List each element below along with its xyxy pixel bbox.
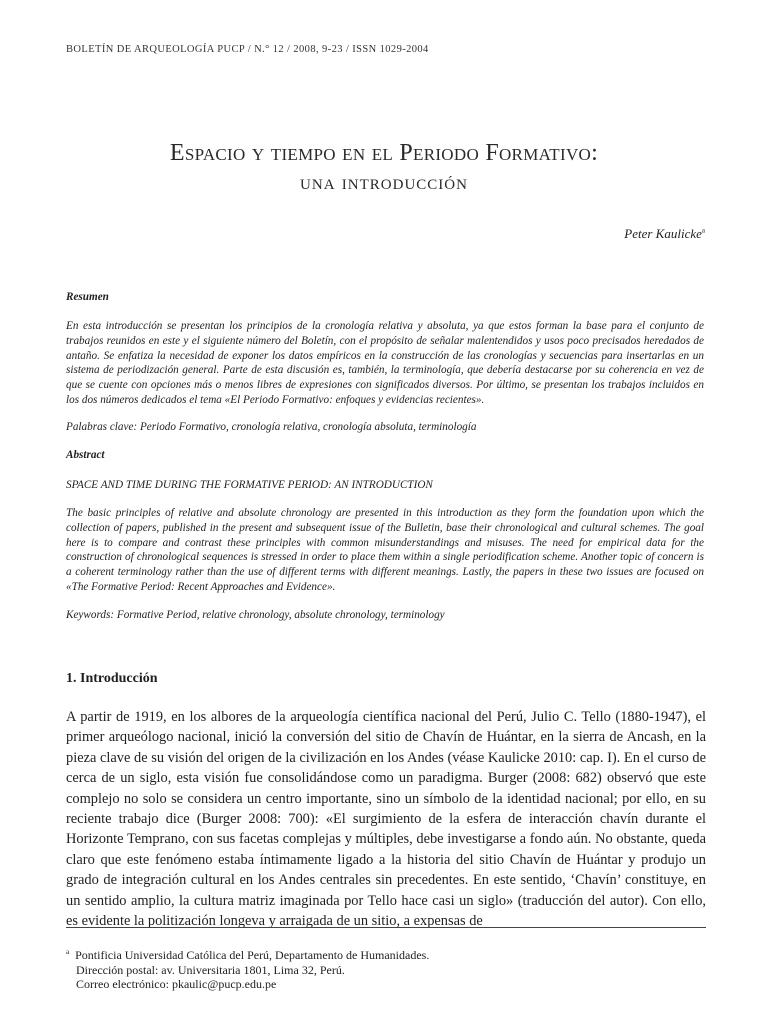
- footnote-address: Dirección postal: av. Universitaria 1801, Lima 32, Perú.: [76, 962, 345, 977]
- resumen-keywords: Palabras clave: Periodo Formativo, cronología relativa, cronología absoluta, terminología: [66, 421, 477, 433]
- abstract-keywords: Keywords: Formative Period, relative chronology, absolute chronology, terminology: [66, 609, 445, 621]
- author-name: Peter Kaulicke: [624, 226, 702, 241]
- footnote-mark: a: [66, 948, 70, 956]
- footnote: [66, 945, 429, 992]
- resumen-heading: Resumen: [66, 291, 109, 303]
- body-paragraph: A partir de 1919, en los albores de la arqueología científica nacional del Perú, Julio C. Tello (1880-1947), el primer arqueólogo nacional, inició la conversión del sitio de Chavín de Huántar, en la sierra de Ancash, en la pieza clave de su visión del origen de la civilización en los Andes (véase Kaulicke 2010: cap. I). En el curso de cerca de un siglo, esta visión fue consolidándose como un paradigma. Burger (2008: 682) observó que este complejo no solo se considera un centro importante, sino un símbolo de la identidad nacional; por ello, en su reciente trabajo dice (Burger 2008: 700): «El surgimiento de la esfera de interacción chavín durante el Horizonte Temprano, con sus facetas complejas y múltiples, debe investigarse a fondo aún. No obstante, queda claro que este fenómeno estaba íntimamente ligado a la historia del sitio Chavín de Huántar y produjo un grado de integración cultural en los Andes centrales sin precedentes. En este sentido, ‘Chavín’ constituye, en un sentido amplio, la cultura matriz imaginada por Tello hace casi un siglo» (traducción del autor). Con ello, es evidente la politización longeva y arraigada de un sitio, a expensas de: [66, 709, 706, 930]
- resumen-text: En esta introducción se presentan los principios de la cronología relativa y absoluta, ya que estos forman la base para el conjunto de trabajos reunidos en este y el siguiente número del Boletín, con el propósito de señalar malentendidos y usos poco precisados heredados de antaño. Se enfatiza la necesidad de exponer los datos empíricos en la construcción de las cronologías y secuencias para insertarlas en un sistema de periodización general. Parte de esta discusión es, también, la terminología, que debería destacarse por su coherencia en vez de que se cuente con opciones más o menos libres de expresiones con significados diversos. Por último, se presentan los trabajos incluidos en los dos números dedicados el tema «El Periodo Formativo: enfoques y evidencias recientes».: [66, 320, 704, 406]
- abstract-title: SPACE AND TIME DURING THE FORMATIVE PERIOD: AN INTRODUCTION: [66, 479, 433, 491]
- article-title: Espacio y tiempo en el Periodo Formativo:: [169, 140, 599, 166]
- section-heading: 1. Introducción: [66, 671, 158, 686]
- abstract-text: The basic principles of relative and absolute chronology are presented in this introduction as they form the foundation upon which the collection of papers, published in the present and subsequent issue of the Bulletin, base their chronological and cultural schemes. The goal here is to compare and contrast these principles with common misunderstandings and misuses. The need for empirical data for the construction of chronological sequences is stressed in order to place them within a single periodification scheme. Another topic of concern is a coherent terminology rather than the use of different terms with different meanings. Lastly, the papers in these two issues are focused on «The Formative Period: Recent Approaches and Evidence».: [66, 507, 704, 593]
- footnote-divider: [66, 927, 706, 928]
- abstract-heading: Abstract: [66, 449, 105, 461]
- author: [624, 226, 705, 242]
- author-footnote-mark: a: [701, 226, 705, 235]
- footnote-email: Correo electrónico: pkaulic@pucp.edu.pe: [76, 977, 277, 992]
- article-subtitle: una introducción: [300, 170, 468, 194]
- footnote-affiliation: Pontificia Universidad Católica del Perú, Departamento de Humanidades.: [75, 948, 430, 962]
- journal-header: BOLETÍN DE ARQUEOLOGÍA PUCP / N.° 12 / 2008, 9-23 / ISSN 1029-2004: [66, 44, 429, 55]
